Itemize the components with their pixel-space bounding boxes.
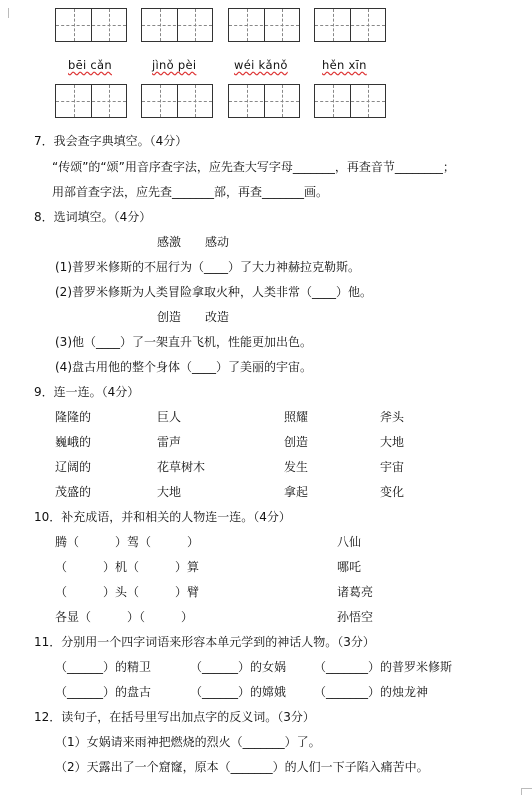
describe-blank[interactable]: （_______）的普罗米修斯 (314, 660, 453, 674)
match-item[interactable]: 隆隆的 (55, 410, 92, 424)
question-8-sentence-4: (4)盘古用他的整个身体（____）了美丽的宇宙。 (55, 360, 312, 374)
question-8-sentence-2: (2)普罗米修斯为人类冒险拿取火种，人类非常（____）他。 (55, 285, 373, 299)
match-item[interactable]: 茂盛的 (55, 485, 92, 499)
match-item[interactable]: 大地 (380, 435, 405, 449)
question-8-sentence-3: (3)他（____）了一架直升飞机，性能更加出色。 (55, 335, 312, 349)
writing-grid[interactable] (141, 8, 213, 42)
question-8-sentence-1: (1)普罗米修斯的不屈行为（____）了大力神赫拉克勒斯。 (55, 260, 361, 274)
pinyin-item: jìnǒ pèi (152, 58, 197, 72)
corner-mark-bottom-right (521, 788, 532, 795)
match-item[interactable]: 辽阔的 (55, 460, 92, 474)
writing-grid[interactable] (55, 84, 127, 118)
match-item[interactable]: 花草树木 (157, 460, 206, 474)
match-item[interactable]: 宇宙 (380, 460, 405, 474)
character-name[interactable]: 孙悟空 (337, 610, 374, 624)
character-name[interactable]: 哪吒 (337, 560, 362, 574)
question-12-title: 12．读句子，在括号里写出加点字的反义词。（3分） (34, 710, 315, 724)
describe-blank[interactable]: （______）的精卫 (55, 660, 152, 674)
match-item[interactable]: 大地 (157, 485, 182, 499)
idiom-blank[interactable]: 腾（ ）驾（ ） (55, 535, 200, 549)
match-item[interactable]: 变化 (380, 485, 405, 499)
pinyin-item: wéi kǎnǒ (234, 58, 288, 72)
character-name[interactable]: 八仙 (337, 535, 362, 549)
match-item[interactable]: 雷声 (157, 435, 182, 449)
writing-grid[interactable] (314, 84, 386, 118)
describe-blank[interactable]: （______）的女娲 (190, 660, 287, 674)
question-7-line-1: “传颂”的“颂”用音序查字法，应先查大写字母_______，再查音节________； (52, 160, 455, 174)
question-12-sentence-1[interactable]: （1）女娲请来雨神把燃烧的烈火（_______）了。 (55, 735, 321, 749)
match-item[interactable]: 创造 (284, 435, 309, 449)
word-choice-pair-2: 创造 改造 (157, 310, 230, 324)
idiom-blank[interactable]: （ ）机（ ）算 (55, 560, 200, 574)
question-8-title: 8．选词填空。（4分） (34, 210, 152, 224)
question-7-title: 7．我会查字典填空。（4分） (34, 134, 188, 148)
question-11-title: 11．分别用一个四字词语来形容本单元学到的神话人物。（3分） (34, 635, 375, 649)
match-item[interactable]: 发生 (284, 460, 309, 474)
describe-blank[interactable]: （_______）的烛龙神 (314, 685, 429, 699)
pinyin-item: hěn xīn (322, 58, 367, 72)
writing-grid[interactable] (228, 8, 300, 42)
match-item[interactable]: 巨人 (157, 410, 182, 424)
character-name[interactable]: 诸葛亮 (337, 585, 374, 599)
match-item[interactable]: 斧头 (380, 410, 405, 424)
question-9-title: 9．连一连。（4分） (34, 385, 140, 399)
writing-grid[interactable] (314, 8, 386, 42)
match-item[interactable]: 拿起 (284, 485, 309, 499)
writing-grid[interactable] (141, 84, 213, 118)
writing-grid[interactable] (228, 84, 300, 118)
describe-blank[interactable]: （______）的盘古 (55, 685, 152, 699)
match-item[interactable]: 巍峨的 (55, 435, 92, 449)
writing-grid[interactable] (55, 8, 127, 42)
question-10-title: 10．补充成语，并和相关的人物连一连。（4分） (34, 510, 291, 524)
describe-blank[interactable]: （______）的嫦娥 (190, 685, 287, 699)
corner-mark-top-left (0, 8, 9, 18)
match-item[interactable]: 照耀 (284, 410, 309, 424)
pinyin-item: bēi cǎn (68, 58, 112, 72)
idiom-blank[interactable]: 各显（ ）（ ） (55, 610, 194, 624)
question-7-line-2: 用部首查字法，应先查_______部，再查_______画。 (52, 185, 329, 199)
idiom-blank[interactable]: （ ）头（ ）臂 (55, 585, 200, 599)
word-choice-pair-1: 感激 感动 (157, 235, 230, 249)
question-12-sentence-2[interactable]: （2）天露出了一个窟窿，原本（_______）的人们一下子陷入痛苦中。 (55, 760, 429, 774)
